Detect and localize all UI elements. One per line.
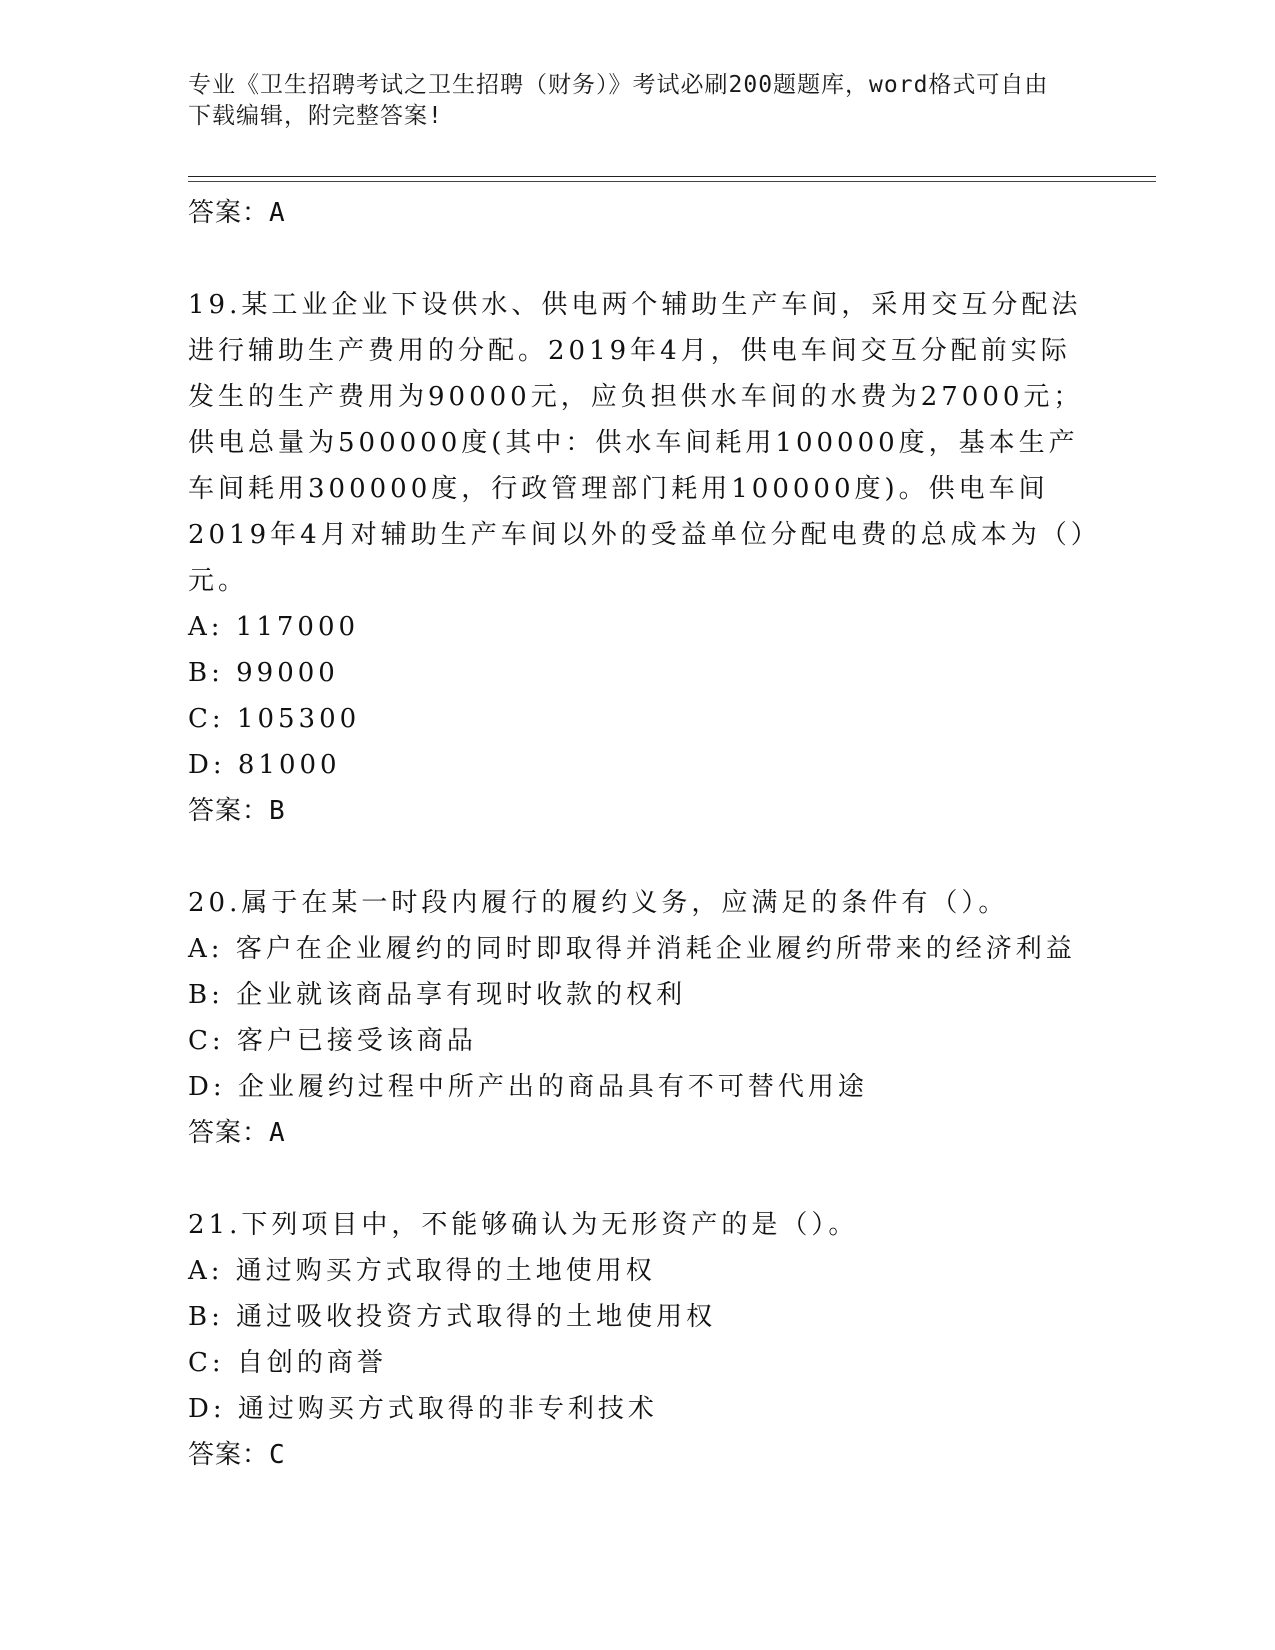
option-d: D: 企业履约过程中所产出的商品具有不可替代用途 — [188, 1072, 868, 1102]
question-text: 19.某工业企业下设供水、供电两个辅助生产车间，采用交互分配法进行辅助生产费用的分配。2019年4月，供电车间交互分配前实际发生的生产费用为90000元，应负担供水车间的水费为27000元；供电总量为500000度(其中：供水车间耗用100000度，基本生产车间耗用300000度，行政管理部门耗用100000度)。供电车间2019年4月对辅助生产车间以外的受益单位分配电费的总成本为（）元。 — [188, 290, 1088, 596]
option-d: D: 通过购买方式取得的非专利技术 — [188, 1394, 658, 1424]
option-c: C: 105300 — [188, 704, 361, 734]
option-a: A: 117000 — [188, 612, 360, 642]
answer-label: 答案：C — [188, 1440, 286, 1470]
option-c: C: 客户已接受该商品 — [188, 1026, 477, 1056]
question-21 — [188, 1202, 1088, 1478]
option-a: A: 通过购买方式取得的土地使用权 — [188, 1256, 656, 1286]
header-divider-thick — [188, 176, 1156, 177]
question-19 — [188, 282, 1088, 834]
option-d: D: 81000 — [188, 750, 341, 780]
question-text: 21.下列项目中，不能够确认为无形资产的是（）。 — [188, 1210, 859, 1240]
questions-content — [188, 190, 1088, 1478]
question-20 — [188, 880, 1088, 1156]
option-b: B: 企业就该商品享有现时收款的权利 — [188, 980, 687, 1010]
previous-answer: 答案：A — [188, 198, 286, 228]
header-divider-thin — [188, 181, 1156, 182]
option-c: C: 自创的商誉 — [188, 1348, 387, 1378]
answer-label: 答案：B — [188, 796, 286, 826]
answer-label: 答案：A — [188, 1118, 286, 1148]
option-b: B: 通过吸收投资方式取得的土地使用权 — [188, 1302, 717, 1332]
option-b: B: 99000 — [188, 658, 339, 688]
question-text: 20.属于在某一时段内履行的履约义务，应满足的条件有（）。 — [188, 888, 1009, 918]
option-a: A: 客户在企业履约的同时即取得并消耗企业履约所带来的经济利益 — [188, 934, 1076, 964]
document-header: 专业《卫生招聘考试之卫生招聘（财务）》考试必刷200题题库，word格式可自由下载编辑，附完整答案! — [188, 72, 1049, 129]
